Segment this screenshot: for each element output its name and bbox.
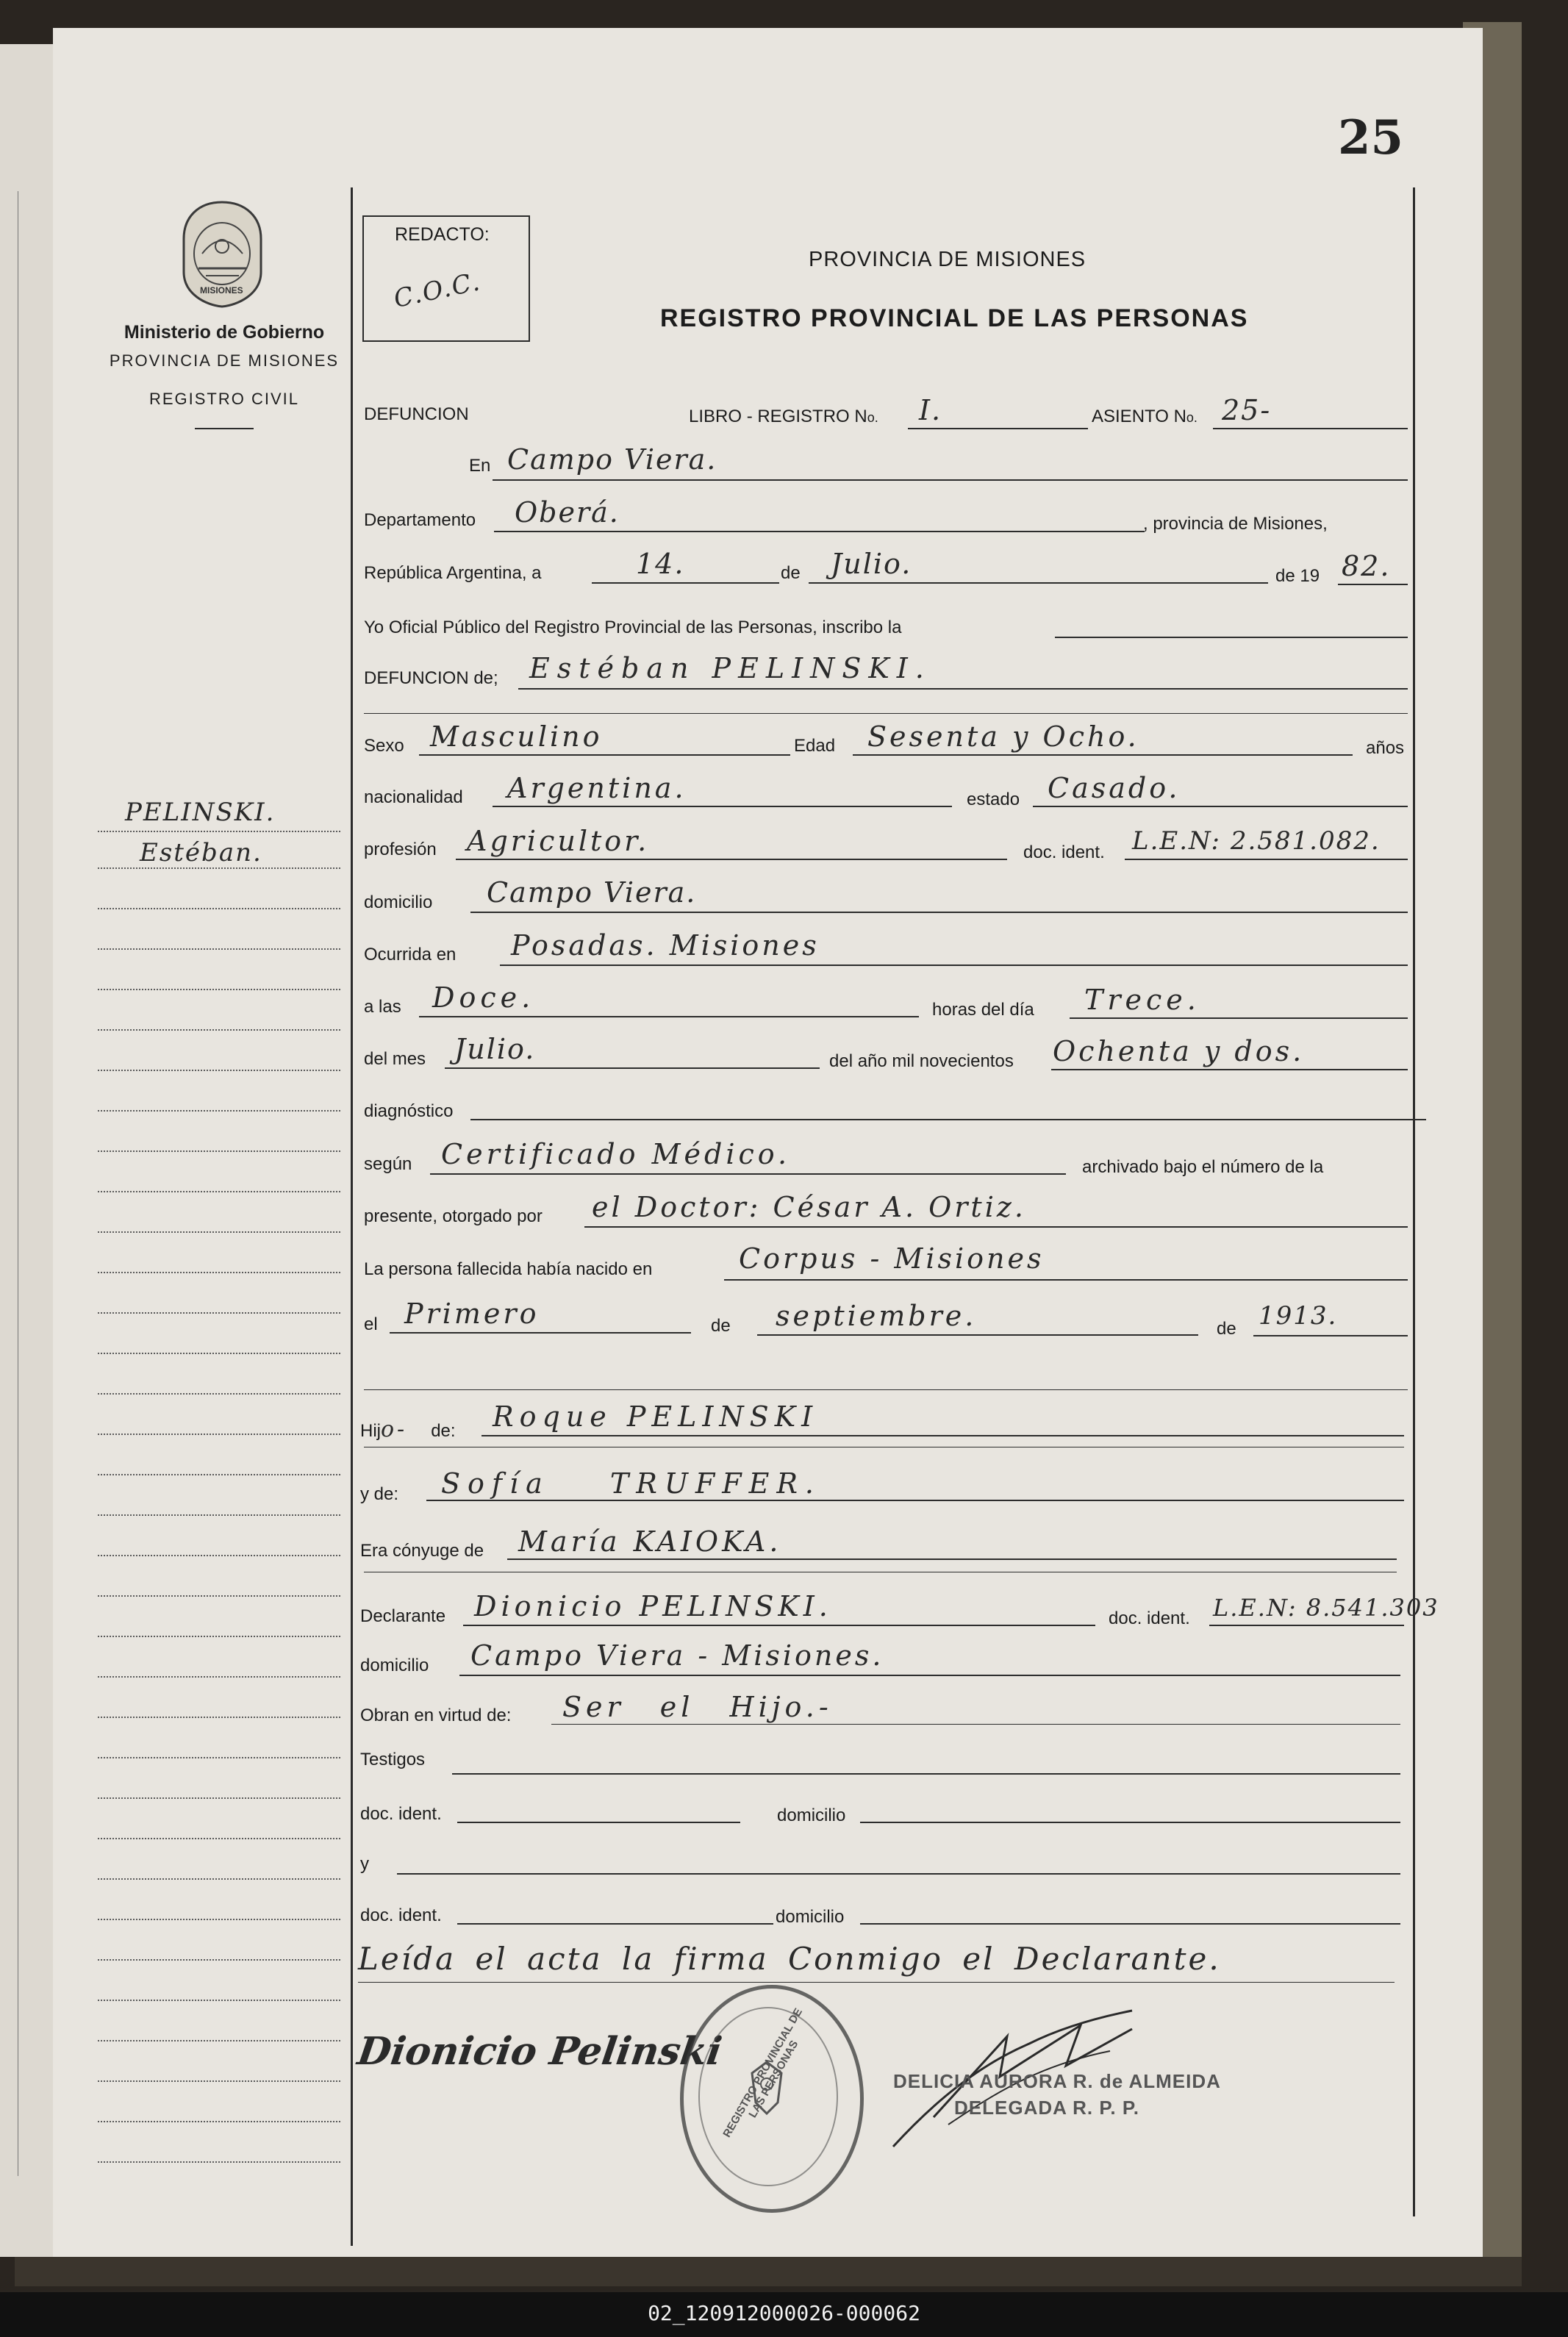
del-mes-value: Julio.: [454, 1033, 536, 1065]
official-name: DELICIA AURORA R. de ALMEIDA: [893, 2070, 1221, 2092]
presente-value: el Doctor: César A. Ortiz.: [592, 1191, 1026, 1223]
del-ano-value: Ochenta y dos.: [1053, 1035, 1305, 1067]
departamento-value: Oberá.: [515, 496, 620, 529]
y-de-label: y de:: [360, 1484, 399, 1504]
en-label: En: [469, 456, 491, 476]
conyuge-label: Era cónyuge de: [360, 1541, 484, 1561]
stamp-text: REGISTRO PROVINCIAL DE LAS PERSONAS: [720, 2006, 805, 2140]
header-title: REGISTRO PROVINCIAL DE LAS PERSONAS: [660, 304, 1249, 332]
official-title: DELEGADA R. P. P.: [954, 2097, 1140, 2119]
edad-label: Edad: [794, 736, 836, 756]
testigo2-domicilio-label: domicilio: [776, 1907, 845, 1927]
declarante-value: Dionicio PELINSKI.: [474, 1590, 832, 1622]
provincia-text: , provincia de Misiones,: [1143, 514, 1328, 534]
de-label-2: de: [711, 1316, 731, 1336]
father-name: Roque PELINSKI: [493, 1400, 819, 1433]
declarante-doc-value: L.E.N: 8.541.303: [1213, 1594, 1439, 1622]
domicilio-label: domicilio: [364, 892, 433, 912]
header-province: PROVINCIA DE MISIONES: [809, 248, 1086, 271]
horas-value: Trece.: [1084, 984, 1200, 1016]
diagnostico-label: diagnóstico: [364, 1101, 454, 1121]
ocurrida-value: Posadas. Misiones: [511, 929, 820, 962]
month-value: Julio.: [831, 548, 912, 580]
hijo-label: Hijo- de:: [360, 1417, 456, 1442]
declarante-doc-label: doc. ident.: [1109, 1608, 1190, 1628]
redacto-box: [362, 215, 530, 342]
ministry-registry: REGISTRO CIVIL: [148, 390, 300, 408]
book-bottom-edge: [15, 2257, 1522, 2286]
redacto-initials: C.O.C.: [391, 266, 484, 315]
horas-label: horas del día: [932, 1000, 1034, 1020]
libro-value: I.: [919, 394, 942, 426]
ministry-underline: [195, 428, 254, 429]
profesion-label: profesión: [364, 840, 437, 859]
sexo-value: Masculino: [430, 720, 603, 753]
nacido-label: La persona fallecida había nacido en: [364, 1259, 653, 1279]
profesion-value: Agricultor.: [467, 825, 650, 857]
defuncion-de-label: DEFUNCION de;: [364, 668, 498, 688]
seal-label: MISIONES: [200, 285, 243, 296]
year-prefix: de 19: [1275, 566, 1320, 586]
archivado-text: archivado bajo el número de la: [1082, 1157, 1324, 1177]
asiento-value: 25-: [1222, 394, 1272, 426]
de-label-3: de: [1217, 1319, 1236, 1339]
republica-label: República Argentina, a: [364, 563, 542, 583]
doc-ident-label: doc. ident.: [1023, 842, 1105, 862]
edad-value: Sesenta y Ocho.: [867, 720, 1139, 753]
nacionalidad-label: nacionalidad: [364, 787, 463, 807]
form-left-border: [351, 187, 353, 2246]
year-suffix: 82.: [1342, 550, 1391, 582]
testigo2-doc-label: doc. ident.: [360, 1905, 442, 1925]
image-caption: 02_120912000026-000062: [648, 2301, 920, 2325]
el-value: Primero: [404, 1298, 540, 1330]
record-type: DEFUNCION: [364, 404, 469, 424]
del-ano-label: del año mil novecientos: [829, 1051, 1014, 1071]
a-las-label: a las: [364, 997, 401, 1017]
margin-given-name: Estéban.: [140, 838, 262, 867]
nacionalidad-value: Argentina.: [507, 772, 687, 804]
obran-value: Ser el Hijo.-: [562, 1691, 833, 1723]
nacido-value: Corpus - Misiones: [739, 1242, 1045, 1275]
presente-label: presente, otorgado por: [364, 1206, 543, 1226]
hijo-suffix: o-: [381, 1417, 408, 1442]
margin-surname: PELINSKI.: [125, 798, 276, 827]
mother-name: Sofía TRUFFER.: [441, 1467, 822, 1500]
ministry-name: Ministerio de Gobierno: [123, 322, 325, 343]
del-mes-label: del mes: [364, 1049, 426, 1069]
testigo-doc-label: doc. ident.: [360, 1804, 442, 1824]
testigo-domicilio-label: domicilio: [777, 1805, 846, 1825]
birth-year: 1913.: [1259, 1301, 1338, 1331]
anos-label: años: [1366, 738, 1405, 758]
ministry-province: PROVINCIA DE MISIONES: [109, 351, 340, 370]
conyuge-value: María KAIOKA.: [518, 1525, 782, 1558]
testigos-label: Testigos: [360, 1750, 426, 1769]
declarante-label: Declarante: [360, 1606, 446, 1626]
yo-oficial-text: Yo Oficial Público del Registro Provincial de las Personas, inscribo la: [364, 618, 902, 637]
segun-value: Certificado Médico.: [441, 1138, 791, 1170]
domicilio-value: Campo Viera.: [487, 876, 697, 909]
declarant-signature: Dionicio Pelinski: [354, 2029, 725, 2074]
estado-label: estado: [967, 790, 1020, 809]
deceased-name: Estéban PELINSKI.: [529, 652, 931, 684]
doc-ident-value: L.E.N: 2.581.082.: [1132, 826, 1381, 856]
obran-label: Obran en virtud de:: [360, 1706, 512, 1725]
form-right-border: [1413, 187, 1415, 2216]
declarante-domicilio-label: domicilio: [360, 1656, 429, 1675]
closing-statement: Leída el acta la firma Conmigo el Declarante.: [358, 1941, 1221, 1977]
y-testigo-label: y: [360, 1854, 369, 1874]
declarante-domicilio-value: Campo Viera - Misiones.: [470, 1639, 884, 1672]
redacto-label: REDACTO:: [395, 224, 490, 245]
coat-of-arms-seal: [176, 198, 268, 309]
en-value: Campo Viera.: [507, 443, 717, 476]
page-number: 25: [1338, 110, 1404, 165]
libro-label: LIBRO - REGISTRO No.: [689, 407, 878, 426]
estado-value: Casado.: [1048, 772, 1181, 804]
day-value: 14.: [636, 548, 685, 580]
de-label: de: [781, 563, 801, 583]
departamento-label: Departamento: [364, 510, 476, 530]
de-value-2: septiembre.: [776, 1300, 977, 1332]
el-label: el: [364, 1314, 378, 1334]
asiento-label: ASIENTO No.: [1092, 407, 1198, 426]
previous-page-edge: [0, 44, 53, 2257]
segun-label: según: [364, 1154, 412, 1174]
ocurrida-label: Ocurrida en: [364, 945, 457, 964]
a-las-value: Doce.: [432, 981, 535, 1014]
sexo-label: Sexo: [364, 736, 404, 756]
